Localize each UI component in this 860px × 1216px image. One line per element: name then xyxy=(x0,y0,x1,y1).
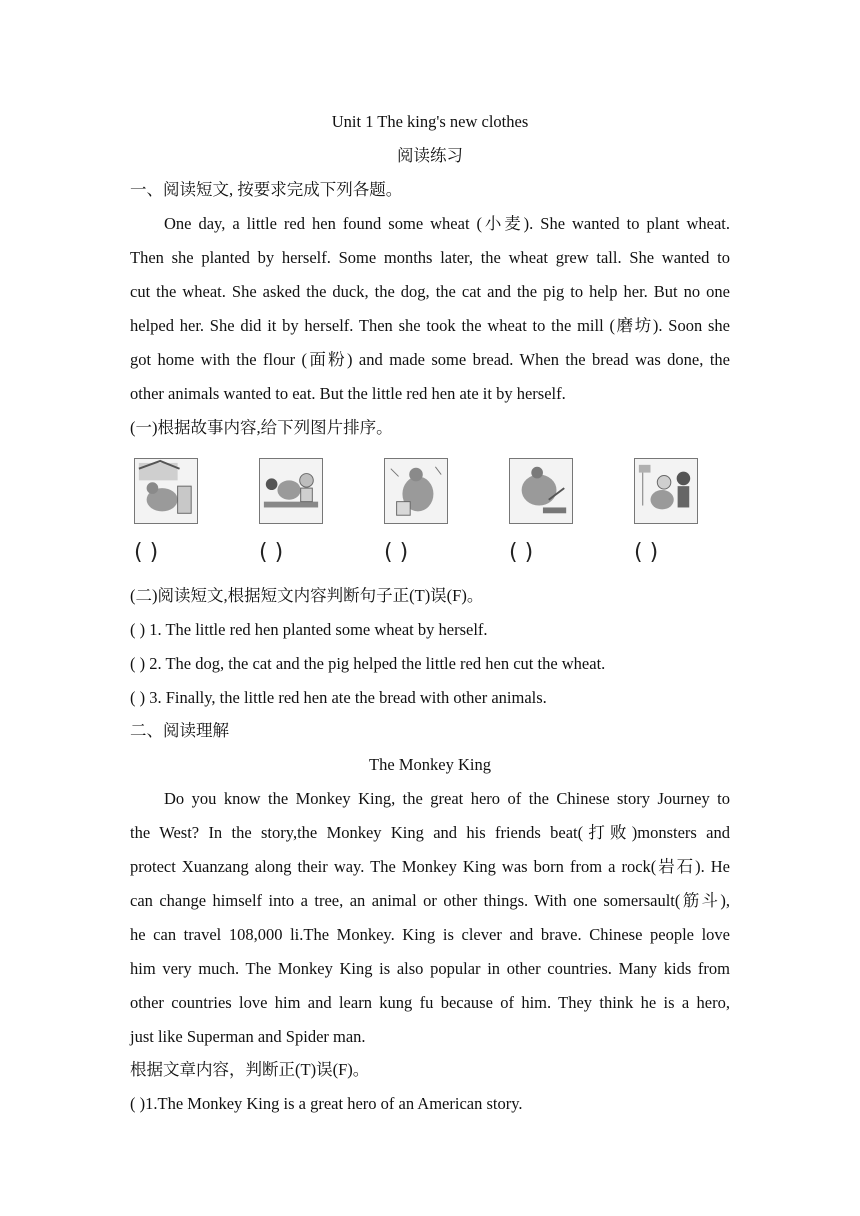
part2-passage-line: the West? In the story,the Monkey King and his friends beat(打败)monsters and xyxy=(130,823,730,842)
part1-passage-line: got home with the flour (面粉) and made some bread. When the bread was done, the xyxy=(130,350,730,369)
task1-heading: (一)根据故事内容,给下列图片排序。 xyxy=(130,418,393,437)
hen-holding-bag-picture-icon xyxy=(384,458,448,524)
page-subtitle: 阅读练习 xyxy=(397,146,463,165)
true-false-statement[interactable]: ( )1.The Monkey King is a great hero of an American story. xyxy=(130,1094,523,1113)
task2-heading: (二)阅读短文,根据短文内容判断句子正(T)误(F)。 xyxy=(130,586,484,605)
part1-passage-line: Then she planted by herself. Some months later, the wheat grew tall. She wanted to xyxy=(130,248,730,267)
part1-heading: 一、阅读短文, 按要求完成下列各题。 xyxy=(130,180,403,199)
animals-with-bread-picture-icon xyxy=(634,458,698,524)
part2-task-heading: 根据文章内容，判断正(T)误(F)。 xyxy=(130,1060,370,1079)
part1-passage-line: cut the wheat. She asked the duck, the dog, the cat and the pig to help her. But no one xyxy=(130,282,730,301)
page-title: Unit 1 The king's new clothes xyxy=(331,112,529,131)
part1-passage-line: One day, a little red hen found some wheat (小麦). She wanted to plant wheat. xyxy=(164,214,730,233)
part2-passage-line: Do you know the Monkey King, the great hero of the Chinese story Journey to xyxy=(164,789,730,808)
true-false-statement[interactable]: ( ) 3. Finally, the little red hen ate the bread with other animals. xyxy=(130,688,547,707)
picture-order-blank[interactable]: ( ) xyxy=(134,540,159,565)
part2-passage-line: can change himself into a tree, an animal or other things. With one somersault(筋斗), xyxy=(130,891,730,910)
hen-cutting-wheat-picture-icon xyxy=(509,458,573,524)
part2-passage-line: other countries love him and learn kung fu because of him. They think he is a hero, xyxy=(130,993,730,1012)
part1-passage-line: helped her. She did it by herself. Then she took the wheat to the mill (磨坊). Soon she xyxy=(130,316,730,335)
picture-order-blank[interactable]: ( ) xyxy=(259,540,284,565)
story-title: The Monkey King xyxy=(369,755,491,774)
part2-heading: 二、阅读理解 xyxy=(130,721,229,740)
picture-order-blank[interactable]: ( ) xyxy=(384,540,409,565)
hen-with-wheat-picture-icon xyxy=(134,458,198,524)
picture-order-blank[interactable]: ( ) xyxy=(634,540,659,565)
part1-passage-line: other animals wanted to eat. But the little red hen ate it by herself. xyxy=(130,384,566,403)
part2-passage-line: protect Xuanzang along their way. The Monkey King was born from a rock(岩石). He xyxy=(130,857,730,876)
picture-ordering-row xyxy=(130,458,730,568)
hen-at-table-picture-icon xyxy=(259,458,323,524)
part2-passage-line: just like Superman and Spider man. xyxy=(130,1027,366,1046)
true-false-statement[interactable]: ( ) 2. The dog, the cat and the pig helped the little red hen cut the wheat. xyxy=(130,654,606,673)
picture-order-blank[interactable]: ( ) xyxy=(509,540,534,565)
part2-passage-line: he can travel 108,000 li.The Monkey. King is clever and brave. Chinese people love xyxy=(130,925,730,944)
true-false-statement[interactable]: ( ) 1. The little red hen planted some wheat by herself. xyxy=(130,620,488,639)
part2-passage-line: him very much. The Monkey King is also popular in other countries. Many kids from xyxy=(130,959,730,978)
